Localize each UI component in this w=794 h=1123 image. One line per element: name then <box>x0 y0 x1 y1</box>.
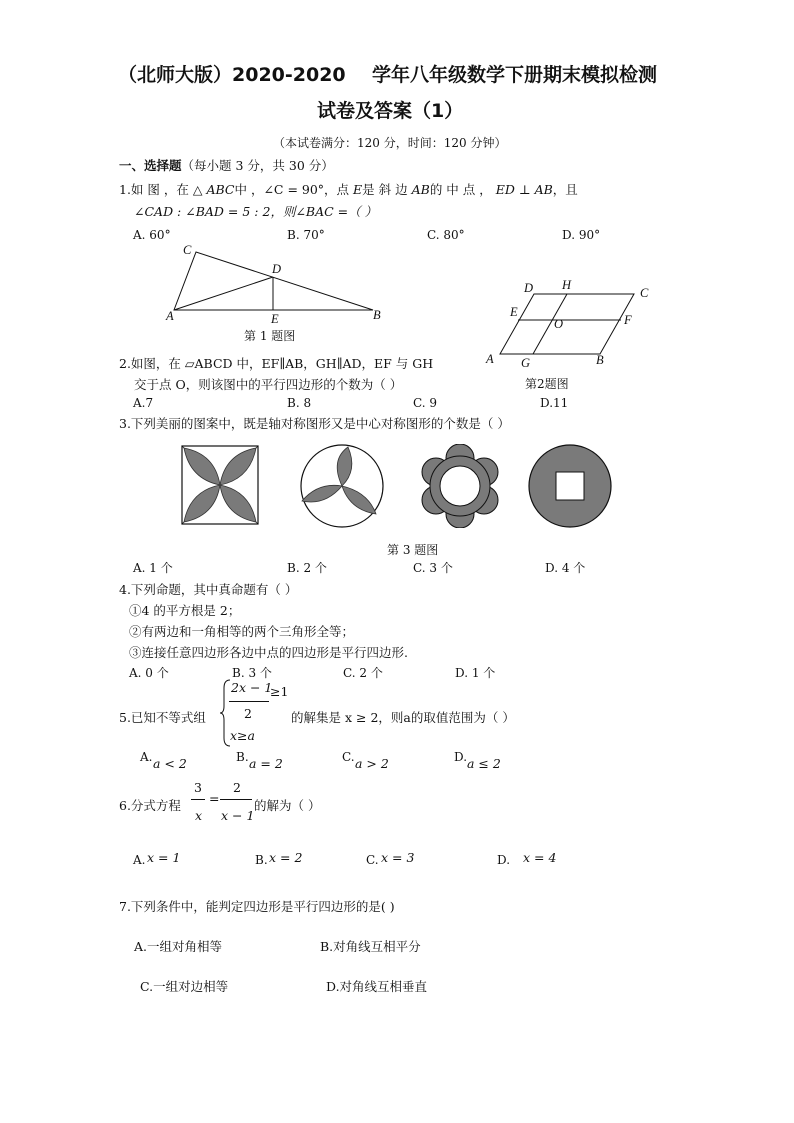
pattern-flower-ring <box>422 444 498 528</box>
q6-right-denominator: x − 1 <box>221 808 255 823</box>
q2-option-a: A.7 <box>133 396 154 410</box>
q4-line1: 4.下列命题，其中真命题有（ ） <box>119 582 298 597</box>
q1-line1 <box>119 180 578 198</box>
subtitle: （本试卷满分：120 分，时间：120 分钟） <box>273 136 507 150</box>
q6-option-a: A. <box>133 853 146 867</box>
label-a2: A <box>486 352 494 366</box>
q1-text-i: ，且 <box>552 182 578 197</box>
q5-geq1: ≥1 <box>270 684 289 699</box>
q5-option-d-expr: a ≤ 2 <box>467 756 501 771</box>
q1-option-a: A. 60° <box>133 228 171 242</box>
q5-option-d: D. <box>454 750 468 764</box>
q4-option-a: A. 0 个 <box>129 666 169 680</box>
q5-option-b-expr: a = 2 <box>249 756 283 771</box>
q1-text-h: ED ⊥ AB <box>495 182 553 197</box>
q1-text-c: 中 ，∠C = 90°，点 <box>234 182 350 197</box>
q6-left-numerator: 3 <box>194 780 202 795</box>
section-note: （每小题 3 分，共 30 分） <box>181 158 334 173</box>
label-g: G <box>521 356 531 370</box>
q3-option-c: C. 3 个 <box>413 561 453 575</box>
section-label: 一、选择题 <box>119 158 182 173</box>
label-b: B <box>373 308 381 322</box>
q3-line1: 3.下列美丽的图案中，既是轴对称图形又是中心对称图形的个数是（ ） <box>119 416 510 431</box>
q5-option-c-expr: a > 2 <box>355 756 389 771</box>
q2-line2: 交于点 O，则该图中的平行四边形的个数为（ ） <box>134 377 403 392</box>
q5-option-c: C. <box>342 750 355 764</box>
label-h: H <box>562 278 572 292</box>
label-c: C <box>183 243 192 257</box>
label-d: D <box>272 262 282 276</box>
q1-option-b: B. 70° <box>287 228 325 242</box>
q6-option-b: B. <box>255 853 268 867</box>
title-line1-part2: 学年八年级数学下册期末模拟检测 <box>372 64 658 86</box>
q2-line1: 2.如图，在 ▱ABCD 中，EF∥AB，GH∥AD，EF 与 GH <box>119 356 434 371</box>
label-d2: D <box>524 281 534 295</box>
q2-option-c: C. 9 <box>413 396 438 410</box>
q3-caption: 第 3 题图 <box>387 543 439 557</box>
q6-left-bar <box>191 799 205 800</box>
q6-left-denominator: x <box>195 808 203 823</box>
label-a: A <box>166 309 174 323</box>
q2-parallelogram-figure <box>482 276 652 376</box>
q1-text-d: E <box>353 182 363 197</box>
q3-option-d: D. 4 个 <box>545 561 586 575</box>
title-line1-part1: （北师大版）2020-2020 <box>118 64 346 86</box>
q3-patterns-figure <box>180 444 612 528</box>
q5-fraction-bar <box>229 701 269 702</box>
q4-item-1: ①4 的平方根是 2； <box>129 603 241 618</box>
q6-option-c: C. <box>366 853 379 867</box>
q7-line1: 7.下列条件中，能判定四边形是平行四边形的是( ) <box>119 899 395 914</box>
q2-option-d: D.11 <box>540 396 569 410</box>
q1-line2: ∠CAD : ∠BAD = 5 : 2，则∠BAC =（ ） <box>134 204 378 219</box>
pattern-coin <box>529 445 611 527</box>
q5-option-a: A. <box>140 750 153 764</box>
q6-right-numerator: 2 <box>233 780 241 795</box>
label-f: F <box>624 313 632 327</box>
q1-text-b: ABC <box>206 182 235 197</box>
q7-option-b: B.对角线互相平分 <box>320 939 421 954</box>
pattern-circle-three-petals <box>301 445 383 527</box>
q1-option-d: D. 90° <box>562 228 601 242</box>
q6-right-bar <box>220 799 252 800</box>
q5-inequality-2: x≥a <box>230 728 255 743</box>
q1-text-g: 的 中 点 ， <box>429 182 492 197</box>
parallelogram-abcd <box>500 294 634 354</box>
q6-option-b-expr: x = 2 <box>269 850 303 865</box>
pattern-square-petals <box>182 446 258 524</box>
label-o: O <box>554 317 564 331</box>
q4-option-b: B. 3 个 <box>232 666 272 680</box>
q1-text-f: AB <box>411 182 430 197</box>
q5-numerator: 2x − 1 <box>231 680 273 695</box>
q5-option-b: B. <box>236 750 249 764</box>
q4-option-d: D. 1 个 <box>455 666 496 680</box>
label-b2: B <box>596 353 604 367</box>
q4-item-3: ③连接任意四边形各边中点的四边形是平行四边形. <box>129 645 408 660</box>
q1-triangle-figure <box>160 240 400 330</box>
q6-option-c-expr: x = 3 <box>381 850 415 865</box>
q4-item-2: ②有两边和一角相等的两个三角形全等； <box>129 624 355 639</box>
q4-option-c: C. 2 个 <box>343 666 383 680</box>
q6-prefix: 6.分式方程 <box>119 798 181 813</box>
q6-equals: = <box>209 791 220 806</box>
q5-prefix: 5.已知不等式组 <box>119 710 206 725</box>
label-c2: C <box>640 286 649 300</box>
q7-option-c: C.一组对边相等 <box>140 979 229 994</box>
q5-denominator: 2 <box>244 706 252 721</box>
q1-text-a: 1.如 图 ，在 △ <box>119 182 203 197</box>
title-line2: 试卷及答案（1） <box>317 100 464 122</box>
q2-caption: 第2题图 <box>525 377 569 391</box>
q5-option-a-expr: a < 2 <box>153 756 187 771</box>
q5-suffix: 的解集是 x ≥ 2，则a的取值范围为（ ） <box>291 710 515 725</box>
q6-option-a-expr: x = 1 <box>147 850 181 865</box>
q7-option-d: D.对角线互相垂直 <box>326 979 428 994</box>
q6-option-d: D. <box>497 853 511 867</box>
q7-option-a: A.一组对角相等 <box>134 939 223 954</box>
q1-caption: 第 1 题图 <box>244 329 296 343</box>
q6-suffix: 的解为（ ） <box>254 798 321 813</box>
label-e2: E <box>510 305 518 319</box>
q3-option-a: A. 1 个 <box>133 561 173 575</box>
q1-option-c: C. 80° <box>427 228 465 242</box>
q6-option-d-expr: x = 4 <box>523 850 557 865</box>
segment-ad <box>174 277 273 310</box>
label-e: E <box>271 312 279 326</box>
q1-text-e: 是 斜 边 <box>362 182 408 197</box>
q3-option-b: B. 2 个 <box>287 561 327 575</box>
q2-option-b: B. 8 <box>287 396 312 410</box>
section-heading <box>119 156 334 174</box>
